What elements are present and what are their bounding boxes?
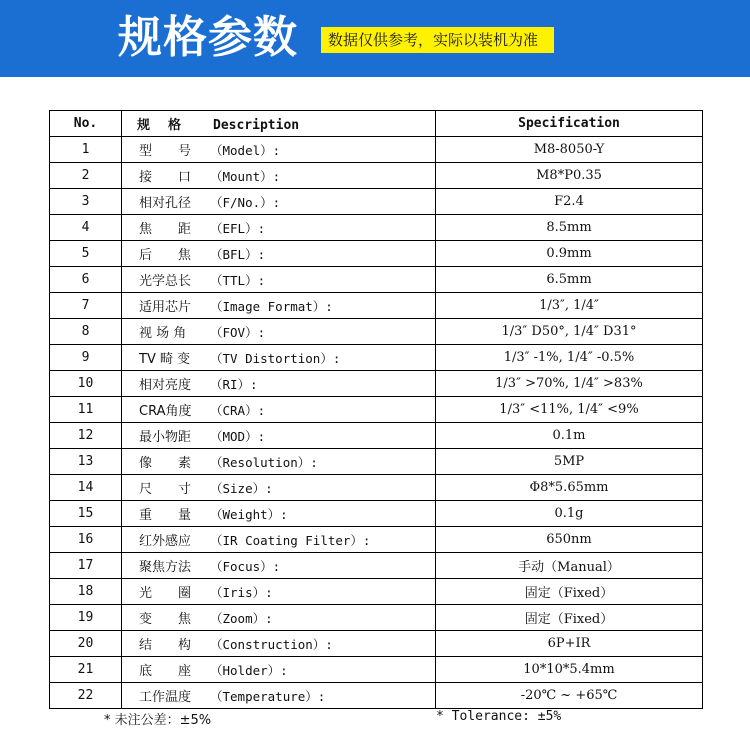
table-row	[50, 137, 703, 163]
row-number: 18	[50, 579, 122, 605]
row-label-zh: CRA角度	[139, 404, 192, 419]
row-label-en: （IR Coating Filter）:	[210, 533, 371, 548]
spec-table	[49, 110, 703, 709]
row-specification: 固定（Fixed）	[436, 605, 703, 631]
row-number: 9	[50, 345, 122, 371]
row-number: 14	[50, 475, 122, 501]
row-specification: 0.1g	[436, 501, 703, 527]
row-specification: F2.4	[436, 189, 703, 215]
row-number: 19	[50, 605, 122, 631]
row-specification: 5MP	[436, 449, 703, 475]
row-description	[122, 527, 436, 553]
table-row	[50, 267, 703, 293]
row-description	[122, 397, 436, 423]
table-row	[50, 189, 703, 215]
row-label-en: （TV Distortion）:	[210, 351, 341, 366]
row-label-zh: 相对孔径	[139, 196, 192, 211]
row-number: 7	[50, 293, 122, 319]
row-specification: Φ8*5.65mm	[436, 475, 703, 501]
table-row	[50, 501, 703, 527]
row-label-zh: 型 号	[139, 144, 192, 159]
row-label-en: （Resolution）:	[210, 455, 318, 470]
tolerance-note-zh: * 未注公差：±5%	[104, 713, 212, 728]
row-number: 8	[50, 319, 122, 345]
row-label-zh: 像 素	[139, 456, 192, 471]
page-title: 规格参数	[118, 12, 298, 63]
row-description	[122, 215, 436, 241]
row-label-zh: 光 圈	[139, 586, 192, 601]
header-banner	[0, 0, 750, 77]
row-description	[122, 241, 436, 267]
row-label-en: （TTL）:	[210, 273, 266, 288]
row-specification: 1/3″, 1/4″	[436, 293, 703, 319]
row-specification: 0.9mm	[436, 241, 703, 267]
table-row	[50, 553, 703, 579]
row-label-en: （Zoom）:	[210, 611, 273, 626]
row-label-en: （Temperature）:	[210, 689, 326, 704]
row-specification: 650nm	[436, 527, 703, 553]
row-label-en: （CRA）:	[210, 403, 266, 418]
row-label-zh: 接 口	[139, 170, 192, 185]
row-label-en: （Construction）:	[210, 637, 333, 652]
row-description	[122, 189, 436, 215]
row-description	[122, 475, 436, 501]
table-row	[50, 241, 703, 267]
table-row	[50, 579, 703, 605]
row-description	[122, 449, 436, 475]
row-label-en: （BFL）:	[210, 247, 266, 262]
row-label-zh: 相对亮度	[139, 378, 192, 393]
row-description	[122, 501, 436, 527]
row-label-en: （Holder）:	[210, 663, 288, 678]
row-label-en: （RI）:	[210, 377, 258, 392]
row-description	[122, 631, 436, 657]
row-label-en: （Mount）:	[210, 169, 281, 184]
row-number: 15	[50, 501, 122, 527]
row-number: 4	[50, 215, 122, 241]
row-specification: M8*P0.35	[436, 163, 703, 189]
header-description-en: Description	[213, 118, 300, 133]
disclaimer-badge: 数据仅供参考，实际以装机为准	[321, 27, 554, 53]
row-specification: 固定（Fixed）	[436, 579, 703, 605]
table-row	[50, 683, 703, 709]
row-description	[122, 605, 436, 631]
row-number: 5	[50, 241, 122, 267]
row-number: 11	[50, 397, 122, 423]
row-description	[122, 423, 436, 449]
table-row	[50, 423, 703, 449]
row-label-en: （EFL）:	[210, 221, 266, 236]
row-label-zh: 红外感应	[139, 534, 192, 549]
row-label-zh: 工作温度	[139, 690, 192, 705]
row-number: 2	[50, 163, 122, 189]
table-header-row	[50, 111, 703, 137]
row-label-zh: 光学总长	[139, 274, 192, 289]
row-label-en: （F/No.）:	[210, 195, 281, 210]
row-description	[122, 163, 436, 189]
row-description	[122, 553, 436, 579]
row-label-zh: 后 焦	[139, 248, 192, 263]
row-description	[122, 319, 436, 345]
row-specification: 8.5mm	[436, 215, 703, 241]
row-label-zh: TV 畸 变	[139, 352, 191, 367]
header-no: No.	[50, 111, 122, 137]
row-label-zh: 尺 寸	[139, 482, 192, 497]
table-row	[50, 449, 703, 475]
table-row	[50, 657, 703, 683]
row-label-zh: 焦 距	[139, 222, 192, 237]
header-description-zh: 规格	[137, 118, 200, 133]
row-label-zh: 变 焦	[139, 612, 192, 627]
row-label-en: （Weight）:	[210, 507, 288, 522]
row-description	[122, 137, 436, 163]
row-specification: 1/3″ D50°, 1/4″ D31°	[436, 319, 703, 345]
row-label-en: （Iris）:	[210, 585, 273, 600]
row-specification: 1/3″ >70%, 1/4″ >83%	[436, 371, 703, 397]
row-label-en: （Size）:	[210, 481, 273, 496]
row-specification: M8-8050-Y	[436, 137, 703, 163]
table-row	[50, 605, 703, 631]
row-specification: -20℃ ~ +65℃	[436, 683, 703, 709]
table-row	[50, 319, 703, 345]
table-row	[50, 371, 703, 397]
row-label-zh: 聚焦方法	[139, 560, 192, 575]
row-specification: 6P+IR	[436, 631, 703, 657]
row-specification: 手动（Manual）	[436, 553, 703, 579]
row-description	[122, 293, 436, 319]
row-number: 22	[50, 683, 122, 709]
table-row	[50, 345, 703, 371]
row-label-zh: 适用芯片	[139, 300, 192, 315]
row-number: 13	[50, 449, 122, 475]
row-description	[122, 579, 436, 605]
table-row	[50, 475, 703, 501]
table-row	[50, 397, 703, 423]
row-number: 10	[50, 371, 122, 397]
row-label-en: （Focus）:	[210, 559, 281, 574]
row-specification: 0.1m	[436, 423, 703, 449]
row-label-zh: 重 量	[139, 508, 192, 523]
row-number: 16	[50, 527, 122, 553]
row-label-zh: 底 座	[139, 664, 192, 679]
row-specification: 1/3″ -1%, 1/4″ -0.5%	[436, 345, 703, 371]
row-description	[122, 657, 436, 683]
table-row	[50, 215, 703, 241]
row-label-zh: 视 场 角	[139, 326, 187, 341]
row-label-en: （FOV）:	[210, 325, 266, 340]
row-specification: 1/3″ <11%, 1/4″ <9%	[436, 397, 703, 423]
row-number: 21	[50, 657, 122, 683]
header-specification: Specification	[436, 111, 703, 137]
table-row	[50, 631, 703, 657]
table-row	[50, 527, 703, 553]
table-row	[50, 293, 703, 319]
row-number: 12	[50, 423, 122, 449]
row-label-en: （Model）:	[210, 143, 281, 158]
row-description	[122, 345, 436, 371]
row-specification: 10*10*5.4mm	[436, 657, 703, 683]
tolerance-note-en: * Tolerance: ±5%	[436, 709, 562, 724]
row-number: 1	[50, 137, 122, 163]
row-description	[122, 267, 436, 293]
row-specification: 6.5mm	[436, 267, 703, 293]
row-number: 17	[50, 553, 122, 579]
row-description	[122, 683, 436, 709]
row-label-zh: 结 构	[139, 638, 192, 653]
row-label-zh: 最小物距	[139, 430, 192, 445]
header-description	[122, 111, 436, 137]
row-number: 6	[50, 267, 122, 293]
row-label-en: （MOD）:	[210, 429, 266, 444]
row-number: 20	[50, 631, 122, 657]
row-description	[122, 371, 436, 397]
table-row	[50, 163, 703, 189]
row-number: 3	[50, 189, 122, 215]
row-label-en: （Image Format）:	[210, 299, 333, 314]
